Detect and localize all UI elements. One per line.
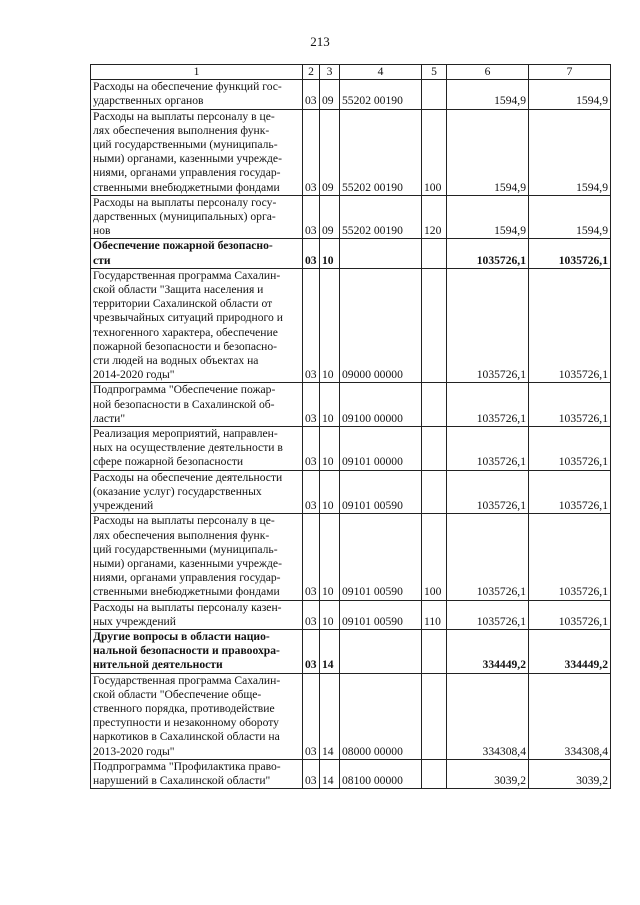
section-code-cell: 03 (303, 629, 320, 673)
subsection-code-cell: 14 (320, 673, 340, 759)
amount-cell-6: 1594,9 (447, 195, 529, 239)
row-name-cell: Расходы на обеспечение деятельности (оказание услуг) государственных учреждений (91, 470, 303, 514)
table-row (91, 427, 611, 471)
amount-cell-7: 1594,9 (529, 109, 611, 195)
section-code-cell: 03 (303, 427, 320, 471)
subsection-code-cell: 09 (320, 109, 340, 195)
table-row (91, 80, 611, 109)
table-row (91, 239, 611, 268)
table-row (91, 109, 611, 195)
amount-cell-6: 3039,2 (447, 759, 529, 788)
amount-cell-6: 1035726,1 (447, 600, 529, 629)
table-row (91, 759, 611, 788)
table-row (91, 268, 611, 383)
subsection-code-cell: 10 (320, 239, 340, 268)
subsection-code-cell: 10 (320, 470, 340, 514)
table-row (91, 629, 611, 673)
section-code-cell: 03 (303, 109, 320, 195)
expense-type-cell (422, 470, 447, 514)
expense-type-cell (422, 759, 447, 788)
amount-cell-7: 1035726,1 (529, 427, 611, 471)
page-number: 213 (310, 34, 330, 49)
expense-type-cell (422, 427, 447, 471)
target-article-cell (340, 629, 422, 673)
target-article-cell: 55202 00190 (340, 195, 422, 239)
amount-cell-6: 334449,2 (447, 629, 529, 673)
target-article-cell: 09100 00000 (340, 383, 422, 427)
expense-type-cell: 110 (422, 600, 447, 629)
amount-cell-6: 1035726,1 (447, 514, 529, 600)
section-code-cell: 03 (303, 268, 320, 383)
amount-cell-6: 1035726,1 (447, 427, 529, 471)
section-code-cell: 03 (303, 383, 320, 427)
target-article-cell: 08000 00000 (340, 673, 422, 759)
subsection-code-cell: 10 (320, 268, 340, 383)
expense-type-cell (422, 629, 447, 673)
expense-type-cell (422, 383, 447, 427)
expense-type-cell (422, 673, 447, 759)
section-code-cell: 03 (303, 80, 320, 109)
table-row (91, 470, 611, 514)
target-article-cell: 09101 00590 (340, 470, 422, 514)
target-article-cell: 08100 00000 (340, 759, 422, 788)
expense-type-cell: 100 (422, 514, 447, 600)
column-header: 5 (422, 65, 447, 80)
amount-cell-6: 1594,9 (447, 80, 529, 109)
target-article-cell (340, 239, 422, 268)
amount-cell-7: 1594,9 (529, 195, 611, 239)
target-article-cell: 55202 00190 (340, 109, 422, 195)
row-name-cell: Расходы на выплаты персоналу госу- дарственных (муниципальных) орга- нов (91, 195, 303, 239)
table-body (91, 80, 611, 789)
amount-cell-7: 3039,2 (529, 759, 611, 788)
table-row (91, 673, 611, 759)
column-header: 4 (340, 65, 422, 80)
table-row (91, 383, 611, 427)
subsection-code-cell: 10 (320, 514, 340, 600)
row-name-cell: Расходы на выплаты персоналу казен- ных учреждений (91, 600, 303, 629)
row-name-cell: Расходы на выплаты персоналу в це- лях обеспечения выполнения функ- ций государственными (муниципаль- ными) органами, казенными учрежде- ниями, органами управления государ- ственными внебюджетными фондами (91, 514, 303, 600)
amount-cell-7: 1594,9 (529, 80, 611, 109)
subsection-code-cell: 14 (320, 629, 340, 673)
amount-cell-7: 334308,4 (529, 673, 611, 759)
subsection-code-cell: 10 (320, 383, 340, 427)
amount-cell-7: 1035726,1 (529, 268, 611, 383)
amount-cell-6: 1035726,1 (447, 239, 529, 268)
column-header: 3 (320, 65, 340, 80)
table-row (91, 600, 611, 629)
expense-type-cell (422, 239, 447, 268)
target-article-cell: 09101 00000 (340, 427, 422, 471)
amount-cell-7: 334449,2 (529, 629, 611, 673)
section-code-cell: 03 (303, 470, 320, 514)
column-header: 2 (303, 65, 320, 80)
amount-cell-7: 1035726,1 (529, 383, 611, 427)
amount-cell-6: 1035726,1 (447, 470, 529, 514)
section-code-cell: 03 (303, 673, 320, 759)
column-header: 1 (91, 65, 303, 80)
subsection-code-cell: 14 (320, 759, 340, 788)
amount-cell-6: 334308,4 (447, 673, 529, 759)
section-code-cell: 03 (303, 239, 320, 268)
amount-cell-6: 1035726,1 (447, 383, 529, 427)
section-code-cell: 03 (303, 195, 320, 239)
target-article-cell: 09101 00590 (340, 600, 422, 629)
row-name-cell: Другие вопросы в области нацио- нальной безопасности и правоохра- нительной деятельности (91, 629, 303, 673)
section-code-cell: 03 (303, 514, 320, 600)
amount-cell-6: 1035726,1 (447, 268, 529, 383)
section-code-cell: 03 (303, 600, 320, 629)
budget-table (90, 64, 611, 789)
column-header-row (91, 65, 611, 80)
target-article-cell: 09101 00590 (340, 514, 422, 600)
amount-cell-7: 1035726,1 (529, 514, 611, 600)
row-name-cell: Обеспечение пожарной безопасно- сти (91, 239, 303, 268)
subsection-code-cell: 10 (320, 427, 340, 471)
row-name-cell: Расходы на обеспечение функций гос- ударственных органов (91, 80, 303, 109)
row-name-cell: Подпрограмма "Обеспечение пожар- ной безопасности в Сахалинской об- ласти" (91, 383, 303, 427)
expense-type-cell: 100 (422, 109, 447, 195)
target-article-cell: 09000 00000 (340, 268, 422, 383)
subsection-code-cell: 10 (320, 600, 340, 629)
column-header: 7 (529, 65, 611, 80)
section-code-cell: 03 (303, 759, 320, 788)
subsection-code-cell: 09 (320, 195, 340, 239)
row-name-cell: Расходы на выплаты персоналу в це- лях обеспечения выполнения функ- ций государственными (муниципаль- ными) органами, казенными учрежде- ниями, органами управления государ- ственными внебюджетными фондами (91, 109, 303, 195)
subsection-code-cell: 09 (320, 80, 340, 109)
expense-type-cell (422, 80, 447, 109)
table-row (91, 514, 611, 600)
table-row (91, 195, 611, 239)
amount-cell-7: 1035726,1 (529, 470, 611, 514)
row-name-cell: Подпрограмма "Профилактика право- нарушений в Сахалинской области" (91, 759, 303, 788)
column-header: 6 (447, 65, 529, 80)
expense-type-cell: 120 (422, 195, 447, 239)
amount-cell-7: 1035726,1 (529, 239, 611, 268)
row-name-cell: Государственная программа Сахалин- ской области "Обеспечение обще- ственного порядка, противодействие преступности и незаконному обороту наркотиков в Сахалинской области на 2013-2020 годы" (91, 673, 303, 759)
amount-cell-6: 1594,9 (447, 109, 529, 195)
row-name-cell: Государственная программа Сахалин- ской области "Защита населения и территории Сахалинской области от чрезвычайных ситуаций природного и техногенного характера, обеспечение пожарной безопасности и безопасно- сти людей на водных объектах на 2014-2020 годы" (91, 268, 303, 383)
target-article-cell: 55202 00190 (340, 80, 422, 109)
amount-cell-7: 1035726,1 (529, 600, 611, 629)
expense-type-cell (422, 268, 447, 383)
row-name-cell: Реализация мероприятий, направлен- ных на осуществление деятельности в сфере пожарной безопасности (91, 427, 303, 471)
